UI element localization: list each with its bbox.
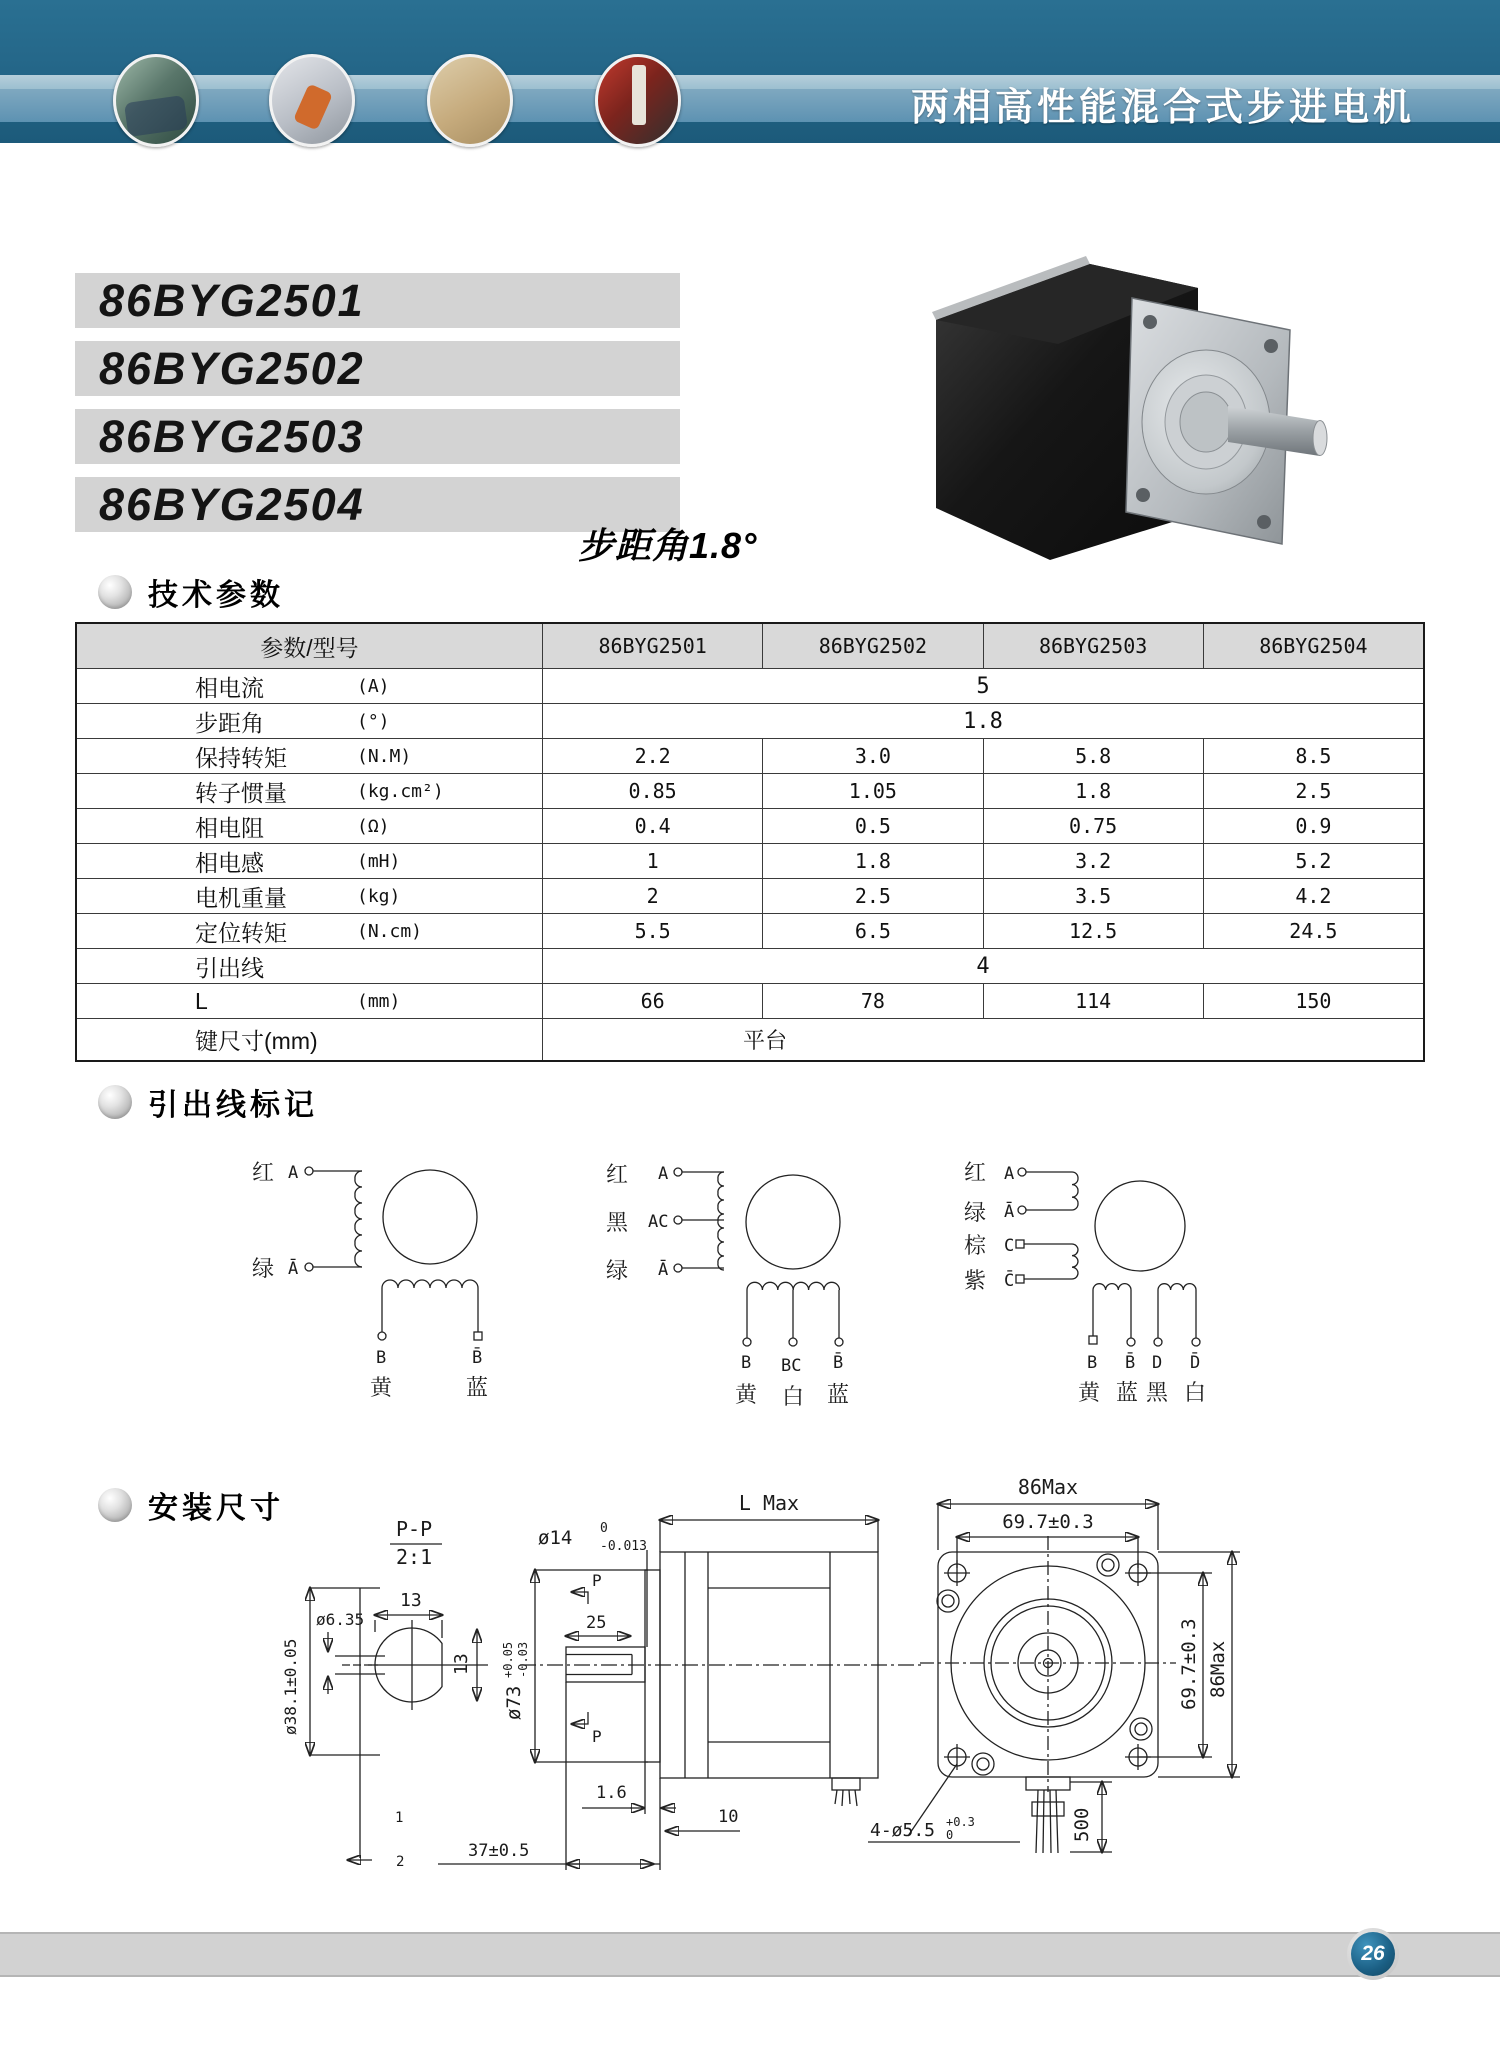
value-cell: 150	[1203, 984, 1423, 1018]
wire-phase: A	[1004, 1164, 1015, 1184]
dim-mark-1: 1	[395, 1810, 404, 1826]
table-header-cell: 86BYG2504	[1203, 624, 1423, 668]
value-cell: 5.8	[983, 739, 1203, 773]
wire-color: 红	[252, 1160, 275, 1185]
table-header-cell: 86BYG2501	[542, 624, 762, 668]
value-cell: 66	[542, 984, 762, 1018]
dim-section-p-top: P	[592, 1571, 602, 1590]
value-cell: 78	[762, 984, 982, 1018]
wire-phase: B̄	[1125, 1353, 1136, 1373]
param-cell: 引出线	[195, 954, 264, 981]
dim-section-label: P-P	[396, 1517, 433, 1541]
table-header-cell: 86BYG2502	[762, 624, 982, 668]
param-unit: (N.M)	[357, 745, 412, 767]
dim-shaft-dia: ø14	[538, 1527, 573, 1549]
value-cell: 12.5	[983, 914, 1203, 948]
param-unit: (mm)	[357, 990, 401, 1012]
mounting-drawing	[220, 1470, 1440, 1930]
wire-phase: D	[1152, 1353, 1163, 1373]
table-row	[77, 983, 1423, 1018]
dim-boss-depth: 1.6	[596, 1783, 627, 1803]
param-unit: (Ω)	[357, 815, 390, 837]
table-header-cell: 86BYG2503	[983, 624, 1203, 668]
wire-color: 白	[782, 1384, 805, 1409]
wire-phase: BC	[781, 1356, 802, 1376]
value-cell: 0.9	[1203, 809, 1423, 843]
section-tech	[98, 570, 284, 614]
param-cell: 相电阻 (Ω)	[195, 814, 390, 841]
wire-color: 绿	[252, 1256, 275, 1281]
wire-phase: A	[658, 1164, 669, 1184]
wire-color: 黄	[735, 1382, 758, 1407]
model-bar-3	[75, 409, 680, 464]
merged-value-cell: 5	[542, 669, 1423, 703]
merged-value-cell: 4	[542, 949, 1423, 983]
dim-mark-2: 2	[396, 1854, 405, 1870]
value-cell: 1.8	[983, 774, 1203, 808]
dim-flange-width: 86Max	[1017, 1475, 1079, 1499]
param-cell: 相电感 (mH)	[195, 849, 401, 876]
wire-phase: C	[1004, 1236, 1015, 1256]
dim-shaft-dia-tol-bot: -0.013	[600, 1539, 647, 1554]
param-unit: (A)	[357, 675, 390, 697]
dim-boss-dia-tol-bot: -0.03	[516, 1641, 530, 1678]
value-cell: 8.5	[1203, 739, 1423, 773]
dim-flat-width: 13	[400, 1590, 422, 1611]
wire-color: 蓝	[466, 1375, 489, 1400]
sphere-bullet-icon	[98, 575, 132, 609]
value-cell: 2.5	[762, 879, 982, 913]
wire-color: 棕	[964, 1233, 987, 1258]
param-cell: 定位转矩 (N.cm)	[195, 919, 423, 946]
wire-color: 黑	[1146, 1380, 1169, 1405]
value-cell: 6.5	[762, 914, 982, 948]
table-header-cell: 参数/型号	[260, 634, 359, 661]
sphere-bullet-icon	[98, 1085, 132, 1119]
wire-phase: AC	[648, 1212, 669, 1232]
value-cell: 5.5	[542, 914, 762, 948]
dim-key-dia: ø6.35	[316, 1610, 365, 1629]
wire-color: 白	[1184, 1380, 1207, 1405]
wire-phase: B	[376, 1348, 387, 1368]
table-row	[77, 738, 1423, 773]
value-cell: 0.75	[983, 809, 1203, 843]
wire-color: 蓝	[1116, 1380, 1139, 1405]
dim-pilot-dia: ø38.1±0.05	[281, 1638, 300, 1735]
section-title: 安装尺寸	[148, 1492, 284, 1525]
dim-wire-length: 500	[1071, 1807, 1093, 1842]
table-row	[77, 773, 1423, 808]
param-unit: (mH)	[357, 850, 401, 872]
table-row	[77, 668, 1423, 703]
value-cell: 2.2	[542, 739, 762, 773]
table-row	[77, 808, 1423, 843]
page-title: 两相高性能混合式步进电机	[910, 87, 1415, 129]
param-unit: (kg.cm²)	[357, 780, 444, 802]
lead-diagram-4wire	[230, 1150, 570, 1430]
tech-table-body	[77, 668, 1423, 1060]
dim-body-length: L Max	[738, 1491, 800, 1515]
wire-phase: Ā	[288, 1259, 299, 1279]
sphere-bullet-icon	[98, 1488, 132, 1522]
dim-boss-dia-tol-top: +0.05	[501, 1641, 515, 1678]
section-title: 引出线标记	[148, 1089, 318, 1122]
wire-phase: Ā	[1004, 1202, 1015, 1222]
value-cell: 2.5	[1203, 774, 1423, 808]
dim-shaft-step: 10	[718, 1807, 739, 1827]
page-number: 26	[1351, 1932, 1395, 1976]
model-bar-1	[75, 273, 680, 328]
model-name: 86BYG2504	[99, 478, 365, 530]
table-row	[77, 1018, 1423, 1060]
header-band	[0, 0, 1500, 143]
section-title: 技术参数	[148, 579, 284, 612]
wire-phase: B	[741, 1353, 752, 1373]
value-cell: 4.2	[1203, 879, 1423, 913]
wire-color: 蓝	[827, 1382, 850, 1407]
table-row	[77, 843, 1423, 878]
dim-mount-holes: 4-ø5.5	[870, 1820, 936, 1841]
section-leads	[98, 1080, 318, 1124]
header-photo-3	[427, 54, 513, 147]
param-cell: 电机重量 (kg)	[195, 884, 401, 911]
param-cell: 相电流 (A)	[195, 674, 390, 701]
dim-section-scale: 2:1	[396, 1545, 433, 1569]
dim-bolt-spacing-h: 69.7±0.3	[1002, 1511, 1094, 1533]
dim-mount-holes-tol-bot: 0	[946, 1828, 954, 1842]
dim-flat-height: 13	[451, 1653, 472, 1675]
lead-diagram-6wire	[590, 1150, 930, 1430]
lead-diagram-8wire	[950, 1150, 1290, 1430]
value-cell: 1	[542, 844, 762, 878]
wire-color: 绿	[606, 1258, 629, 1283]
param-cell: 转子惯量 (kg.cm²)	[195, 779, 444, 806]
footer-bar	[0, 1932, 1500, 1977]
wire-color: 黄	[1078, 1380, 1101, 1405]
dim-front-length: 37±0.5	[468, 1841, 530, 1861]
value-cell: 24.5	[1203, 914, 1423, 948]
dim-key-length: 25	[586, 1613, 607, 1633]
dim-mount-holes-tol-top: +0.3	[946, 1815, 975, 1829]
param-unit: (kg)	[357, 885, 401, 907]
model-bar-2	[75, 341, 680, 396]
merged-value-cell: 1.8	[542, 704, 1423, 738]
wire-color: 紫	[964, 1268, 987, 1293]
value-cell: 1.05	[762, 774, 982, 808]
table-row	[77, 878, 1423, 913]
wire-color: 黄	[370, 1375, 393, 1400]
wire-phase: D̄	[1190, 1353, 1201, 1373]
wire-phase: B	[1087, 1353, 1098, 1373]
value-cell: 3.2	[983, 844, 1203, 878]
value-cell: 2	[542, 879, 762, 913]
wire-phase: A	[288, 1163, 299, 1183]
header-photo-4	[595, 54, 681, 147]
wire-phase: B̄	[472, 1348, 483, 1368]
dim-section-p-bot: P	[592, 1727, 602, 1746]
tech-table	[75, 622, 1425, 1062]
wire-phase: Ā	[658, 1260, 669, 1280]
param-unit: (N.cm)	[357, 920, 423, 942]
value-cell: 5.2	[1203, 844, 1423, 878]
param-cell: L (mm)	[195, 987, 401, 1014]
value-cell: 0.4	[542, 809, 762, 843]
value-cell: 114	[983, 984, 1203, 1018]
wire-color: 红	[964, 1160, 987, 1185]
param-unit: (°)	[357, 710, 390, 732]
param-cell: 步距角 (°)	[195, 709, 390, 736]
value-cell: 0.85	[542, 774, 762, 808]
step-angle-label: 步距角1.8°	[578, 525, 758, 566]
wire-color: 绿	[964, 1200, 987, 1225]
value-cell: 1.8	[762, 844, 982, 878]
value-cell: 3.5	[983, 879, 1203, 913]
dim-boss-dia: ø73	[503, 1685, 525, 1720]
param-cell: 保持转矩 (N.M)	[195, 744, 412, 771]
wire-phase: C̄	[1004, 1271, 1015, 1291]
model-name: 86BYG2501	[99, 274, 365, 326]
wire-color: 黑	[606, 1210, 629, 1235]
table-row	[77, 703, 1423, 738]
motor-photo	[900, 232, 1340, 582]
page-number-badge	[1347, 1928, 1399, 1980]
value-cell: 0.5	[762, 809, 982, 843]
header-photo-2	[269, 54, 355, 147]
dim-flange-height: 86Max	[1207, 1640, 1229, 1698]
merged-value-cell: 平台	[542, 1019, 1423, 1060]
wire-phase: B̄	[833, 1353, 844, 1373]
model-name: 86BYG2502	[99, 342, 365, 394]
table-header-row	[77, 624, 1423, 668]
model-name: 86BYG2503	[99, 410, 365, 462]
header-photo-1	[113, 54, 199, 147]
value-cell: 3.0	[762, 739, 982, 773]
table-row	[77, 913, 1423, 948]
flange-screws	[937, 1554, 1152, 1775]
dim-bolt-spacing-v: 69.7±0.3	[1178, 1618, 1200, 1710]
table-row	[77, 948, 1423, 983]
param-cell: 键尺寸(mm)	[195, 1028, 318, 1054]
dim-shaft-dia-tol-top: 0	[600, 1521, 608, 1536]
wire-color: 红	[606, 1162, 629, 1187]
